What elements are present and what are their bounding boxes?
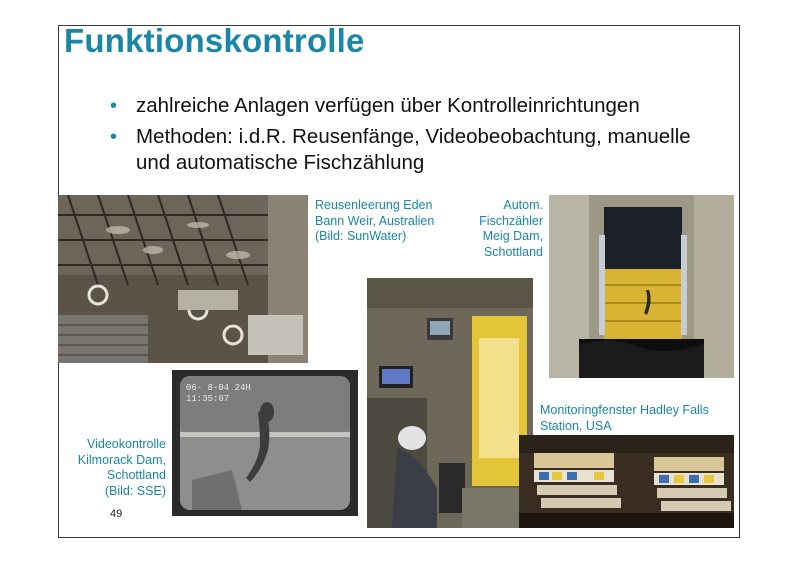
video-date-stamp: 06- 8-04 24H [186, 383, 251, 393]
bullet-list [110, 93, 730, 181]
bullet-dot-icon: • [110, 126, 118, 148]
video-time-stamp: 11:35:07 [186, 394, 230, 404]
bullet-text: Methoden: i.d.R. Reusenfänge, Videobeobachtung, manuelle und automatische Fischzählung [136, 125, 691, 174]
monitoring-window-photo [519, 435, 734, 528]
caption-line: (Bild: SSE) [104, 483, 166, 498]
caption-line: Fischzähler [479, 213, 543, 228]
caption-eden-bann [315, 198, 434, 245]
caption-line: Kilmorack Dam, [77, 452, 166, 467]
caption-line: Schottland [106, 468, 166, 482]
caption-hadley-falls [540, 403, 709, 434]
caption-line: Autom. [503, 198, 543, 212]
caption-line: Monitoringfenster Hadley Falls [540, 403, 709, 417]
caption-kilmorack [66, 437, 166, 499]
bullet-item [110, 124, 730, 176]
caption-line: Reusenleerung Eden [315, 198, 433, 212]
caption-line: (Bild: SunWater) [315, 229, 407, 243]
page-number: 49 [110, 508, 123, 520]
control-room-photo [367, 278, 533, 528]
bullet-item [110, 93, 730, 119]
caption-meig-dam [470, 198, 543, 260]
caption-line: Videokontrolle [87, 437, 166, 451]
slide-title: Funktionskontrolle [64, 22, 365, 59]
video-monitor-photo [172, 370, 358, 516]
bullet-dot-icon: • [110, 95, 118, 117]
caption-line: Station, USA [540, 418, 612, 433]
caption-line: Bann Weir, Australien [315, 213, 435, 228]
bullet-text: zahlreiche Anlagen verfügen über Kontrolleinrichtungen [136, 94, 640, 117]
fish-trap-photo [58, 195, 308, 363]
caption-line: Schottland [483, 244, 543, 259]
caption-line: Meig Dam, [482, 229, 543, 243]
fish-counter-photo [549, 195, 734, 378]
